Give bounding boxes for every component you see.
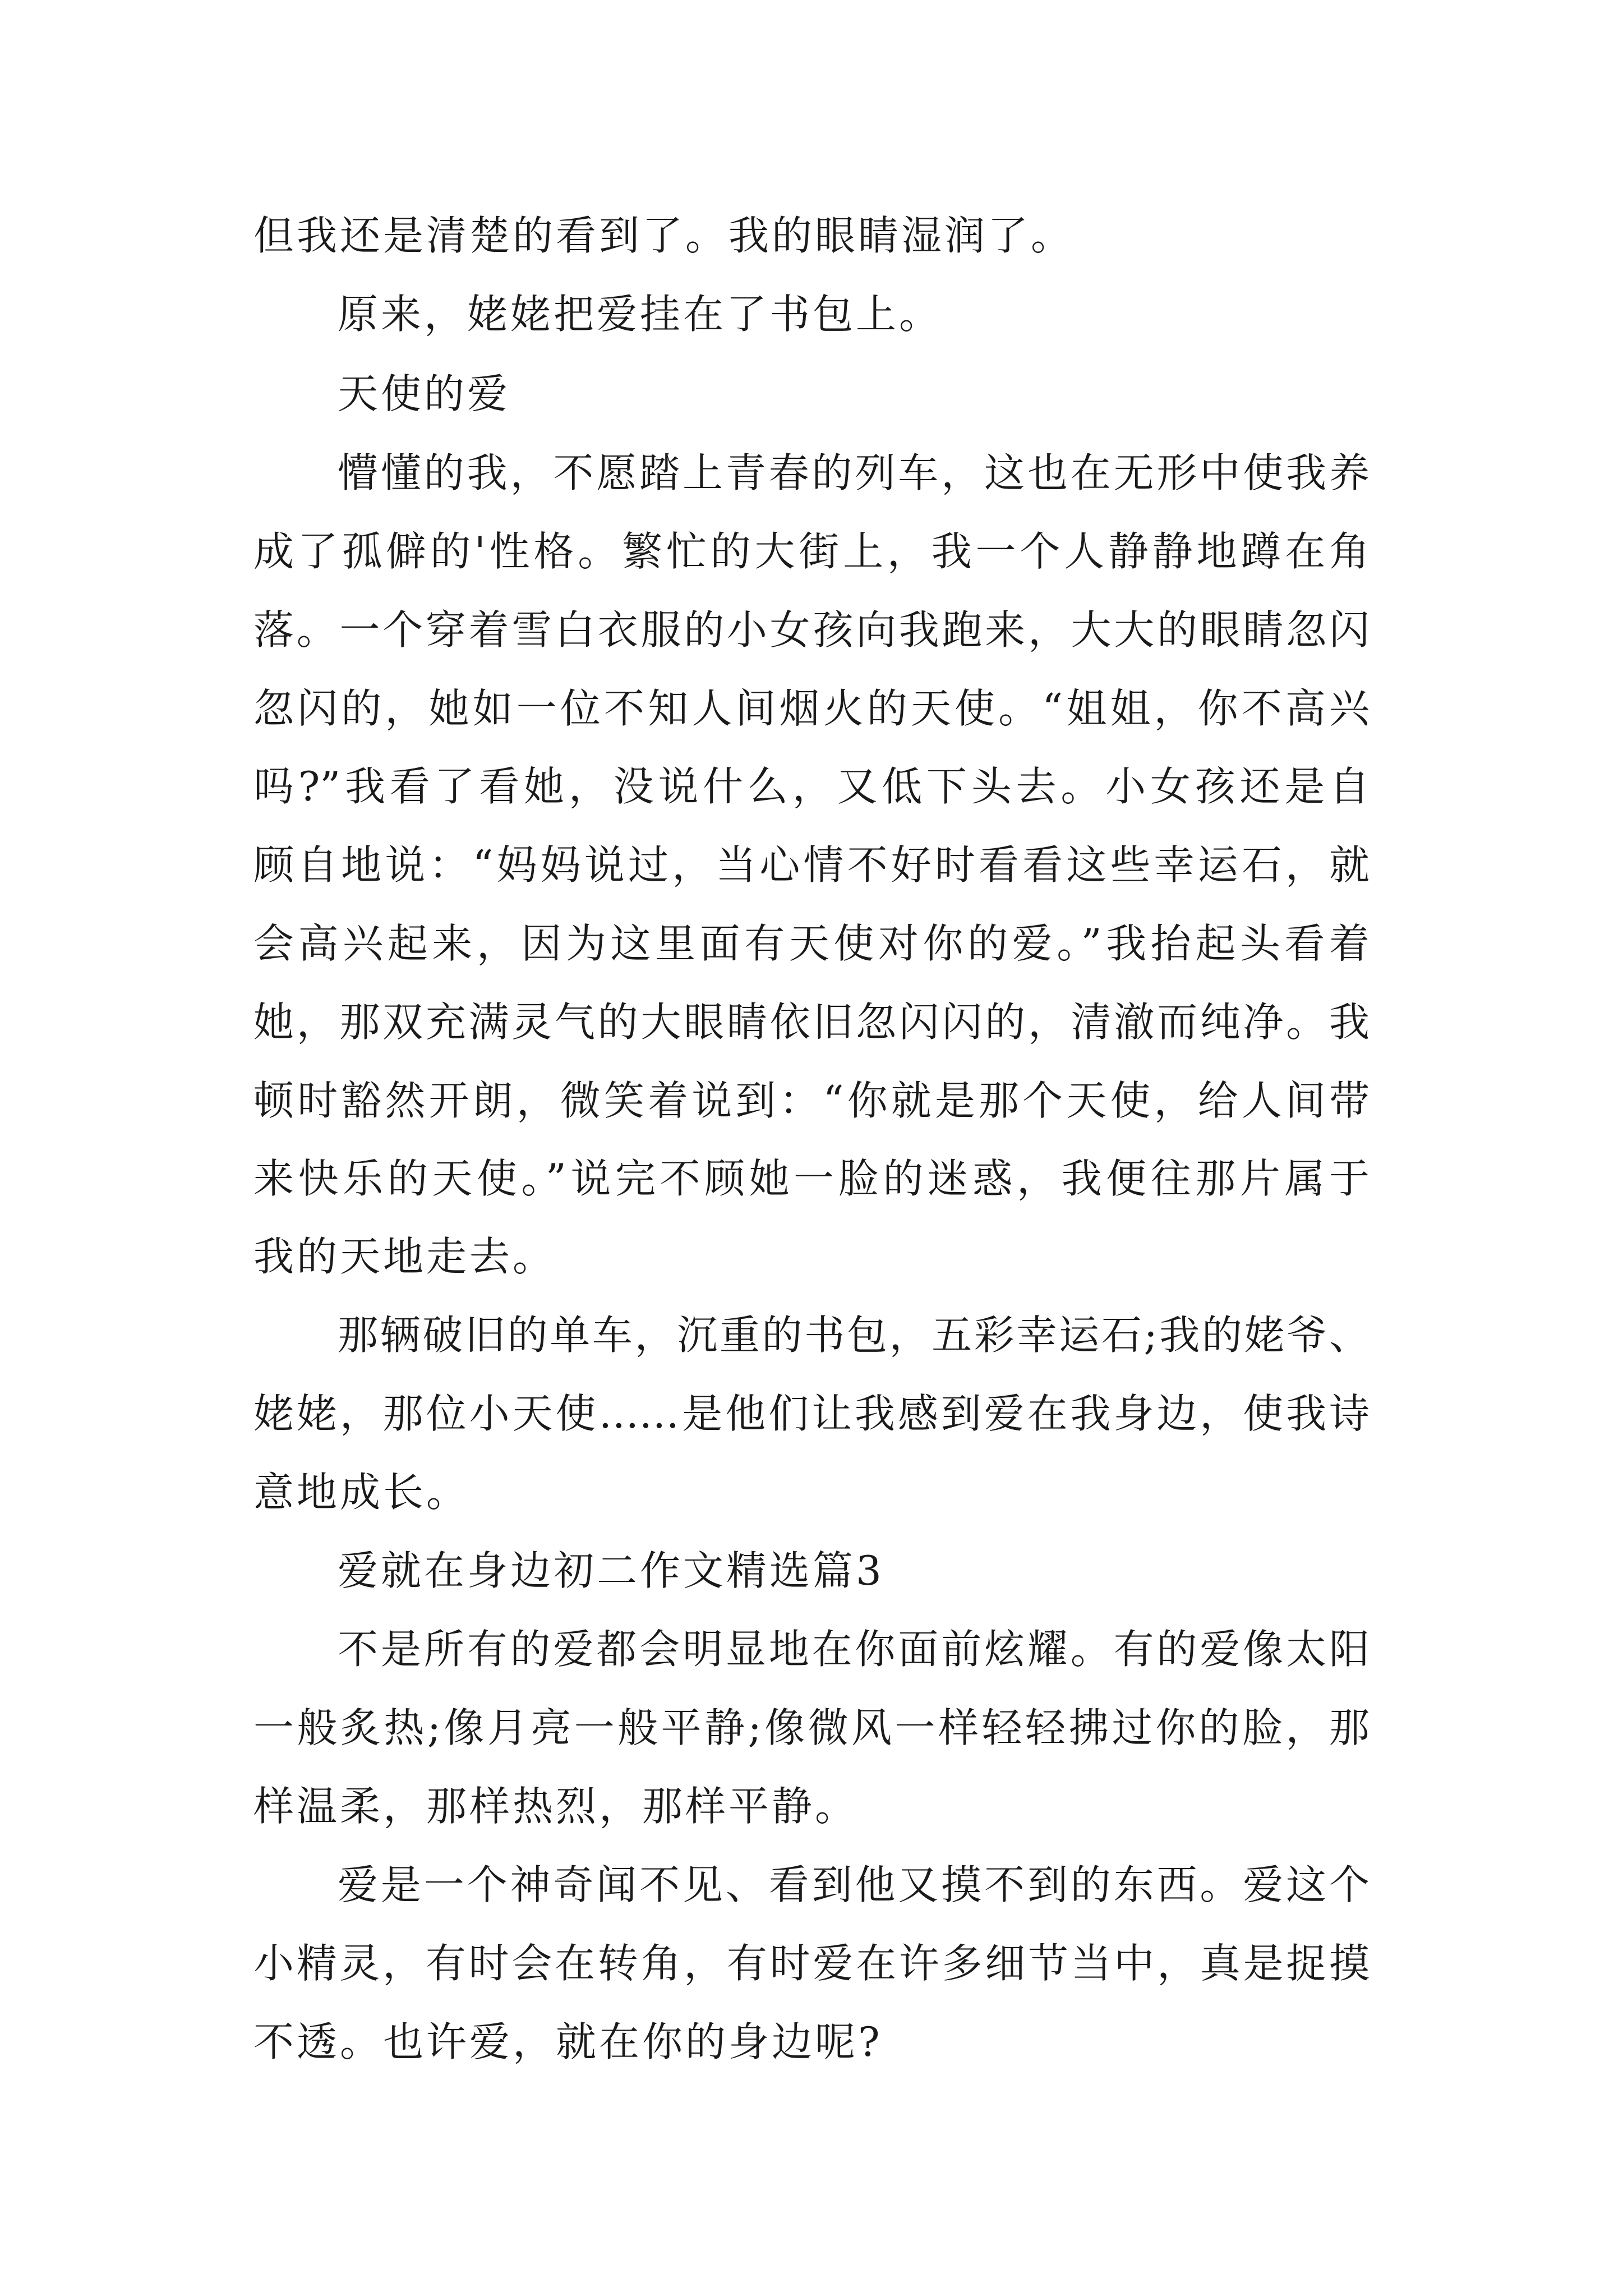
text-line: 忽闪的，她如一位不知人间烟火的天使。“姐姐，你不高兴 (253, 685, 1370, 732)
text-line: 爱是一个神奇闻不见、看到他又摸不到的东西。爱这个 (338, 1861, 1370, 1908)
text-line: 落。一个穿着雪白衣服的小女孩向我跑来，大大的眼睛忽闪 (253, 606, 1370, 654)
text-line: 一般炙热;像月亮一般平静;像微风一样轻轻拂过你的脸，那 (253, 1704, 1370, 1751)
text-line: 但我还是清楚的看到了。我的眼睛湿润了。 (253, 212, 1075, 259)
text-line: 意地成长。 (253, 1469, 470, 1516)
text-line: 她，那双充满灵气的大眼睛依旧忽闪闪的，清澈而纯净。我 (253, 999, 1370, 1046)
text-line: 会高兴起来，因为这里面有天使对你的爱。”我抬起头看着 (253, 920, 1370, 967)
text-line: 顾自地说：“妈妈说过，当心情不好时看看这些幸运石，就 (253, 841, 1370, 889)
text-line: 我的天地走去。 (253, 1233, 556, 1280)
text-line: 吗?”我看了看她，没说什么，又低下头去。小女孩还是自 (253, 763, 1370, 810)
text-line: 成了孤僻的'性格。繁忙的大街上，我一个人静静地蹲在角 (253, 528, 1370, 575)
text-line: 原来，姥姥把爱挂在了书包上。 (338, 291, 943, 338)
text-line: 懵懂的我，不愿踏上青春的列车，这也在无形中使我养 (338, 449, 1370, 496)
text-line: 姥姥，那位小天使……是他们让我感到爱在我身边，使我诗 (253, 1390, 1370, 1437)
text-line: 顿时豁然开朗，微笑着说到：“你就是那个天使，给人间带 (253, 1077, 1370, 1124)
text-line: 来快乐的天使。”说完不顾她一脸的迷惑，我便往那片属于 (253, 1155, 1370, 1202)
text-line: 小精灵，有时会在转角，有时爱在许多细节当中，真是捉摸 (253, 1940, 1370, 1987)
text-line: 那辆破旧的单车，沉重的书包，五彩幸运石;我的姥爷、 (338, 1312, 1370, 1359)
text-line: 不透。也许爱，就在你的身边呢? (253, 2018, 883, 2065)
section-heading: 天使的爱 (338, 370, 511, 417)
section-heading: 爱就在身边初二作文精选篇3 (338, 1547, 884, 1594)
text-line: 样温柔，那样热烈，那样平静。 (253, 1783, 859, 1830)
text-line: 不是所有的爱都会明显地在你面前炫耀。有的爱像太阳 (338, 1626, 1370, 1673)
